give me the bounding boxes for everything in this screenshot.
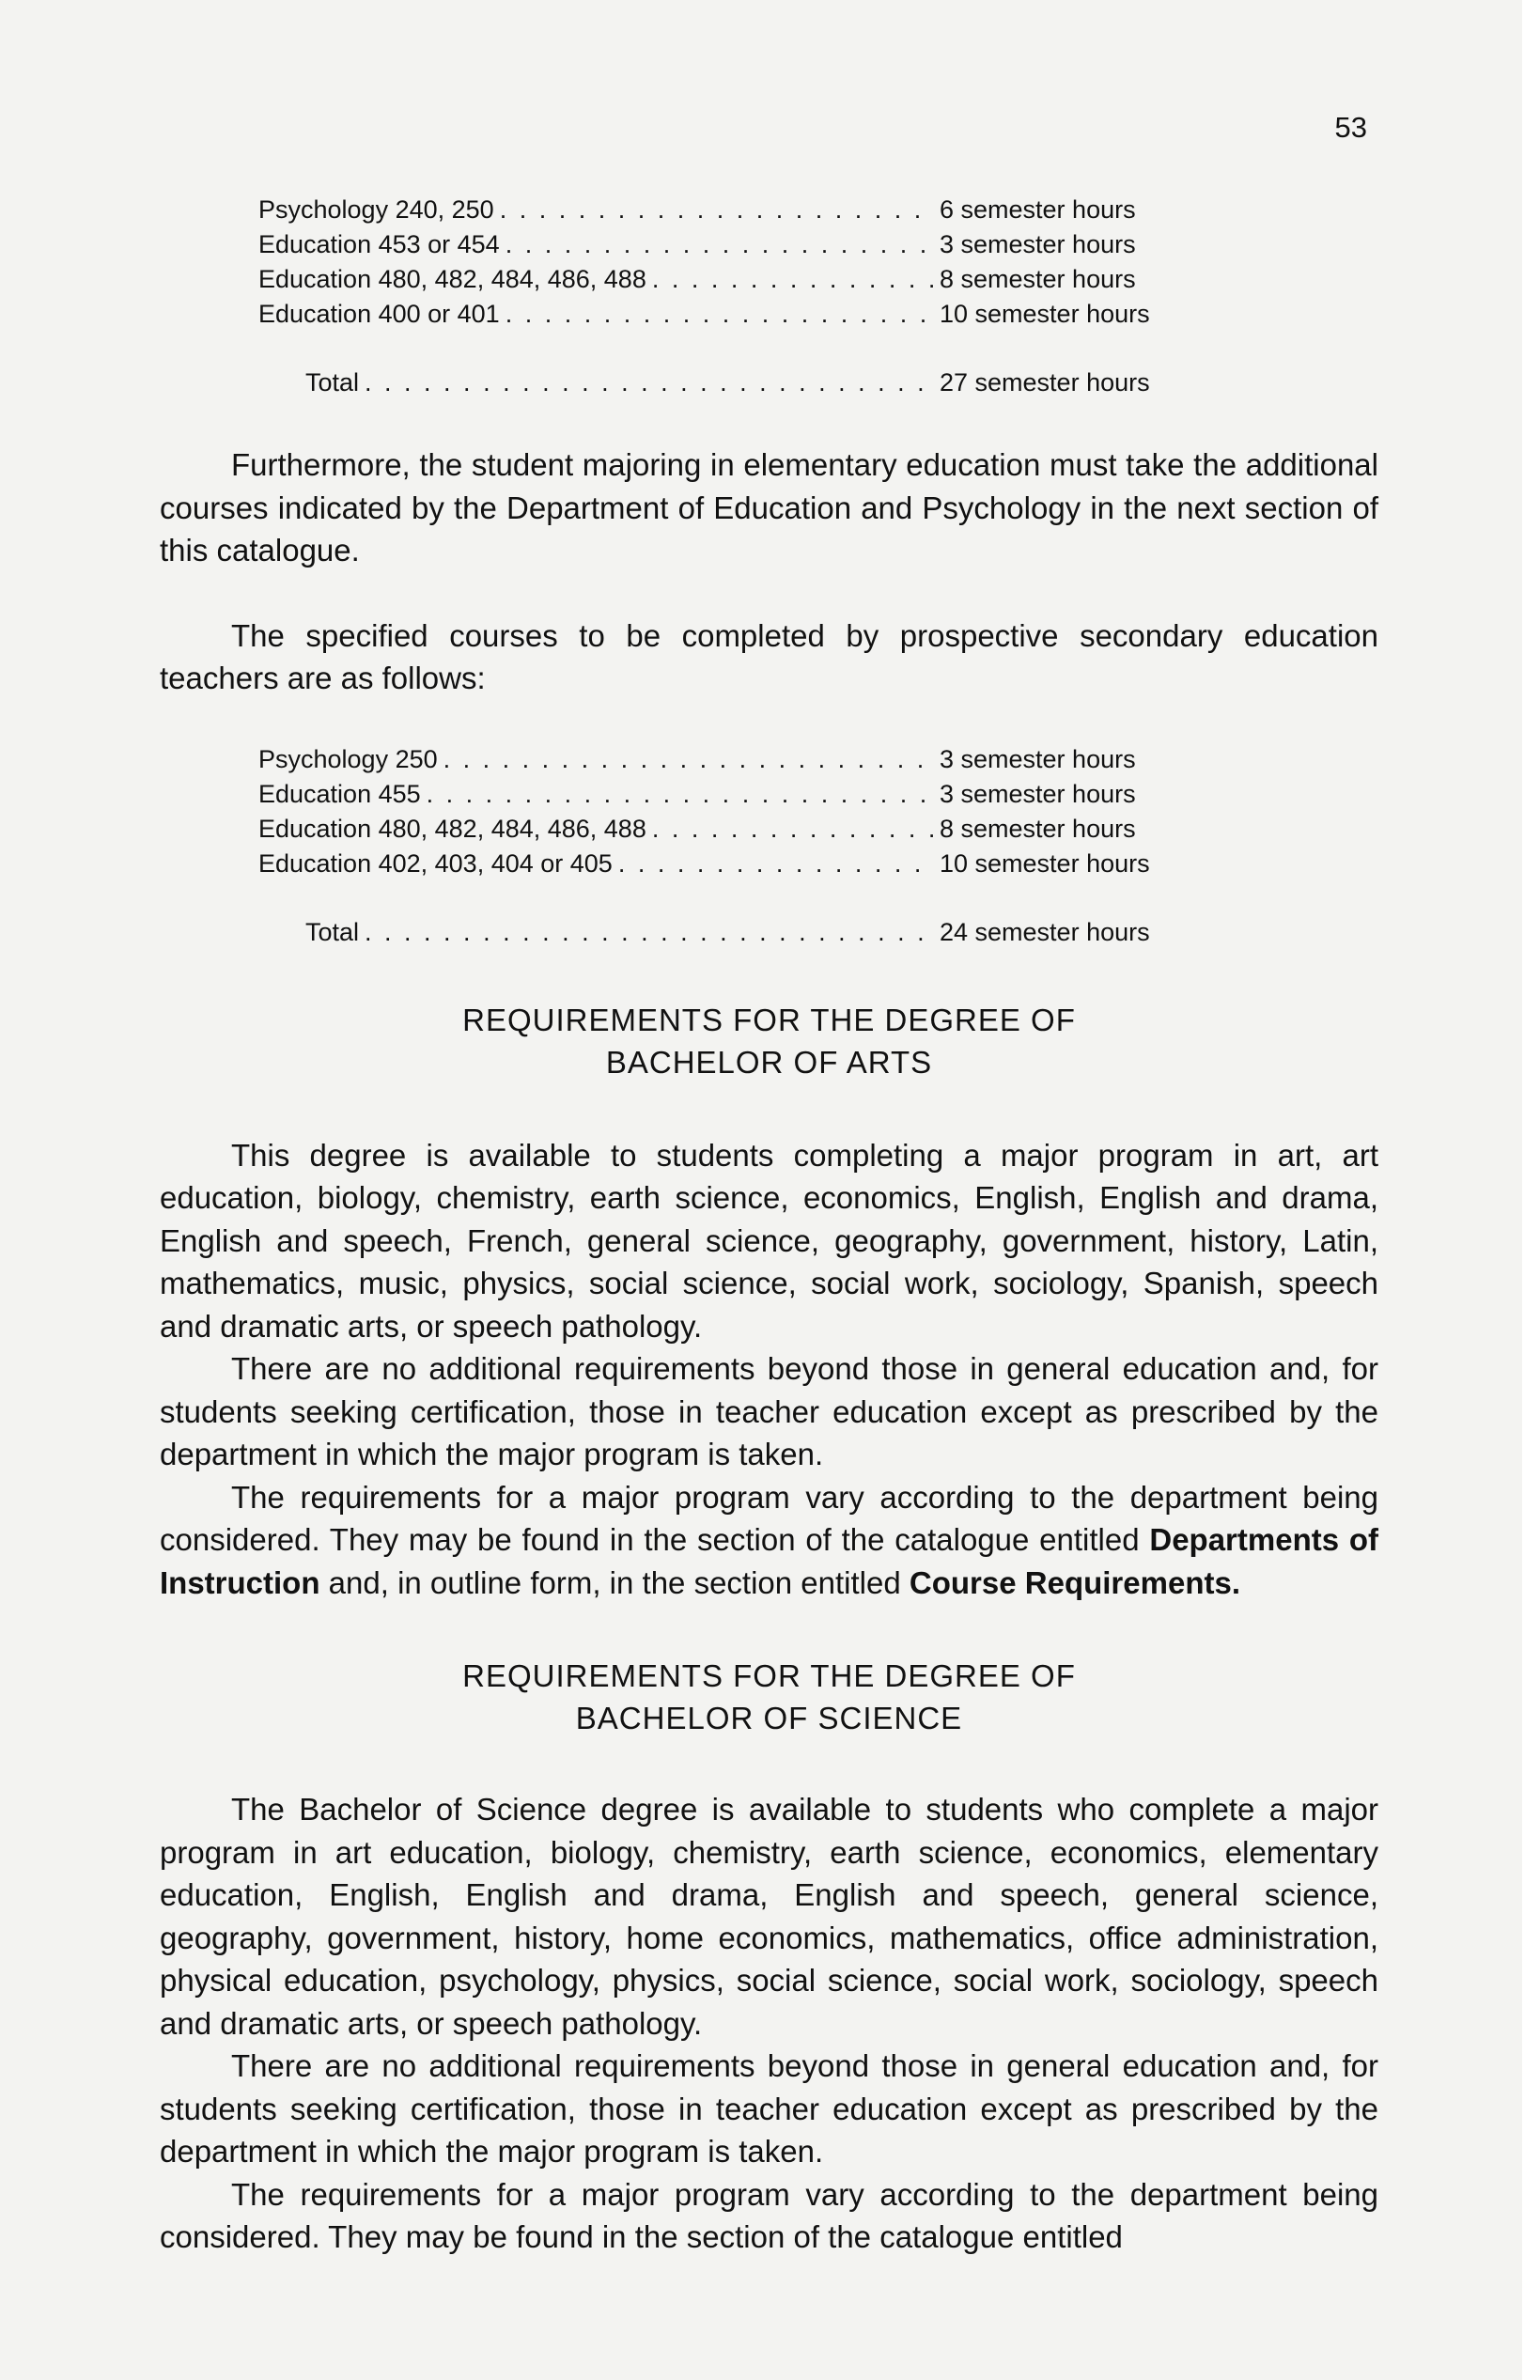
ba-heading-line-2: BACHELOR OF ARTS [605,1044,933,1080]
semester-hours: 3 semester hours [940,779,1136,808]
ba-paragraph-3-text-a: The requirements for a major program vary according to the department being considered. They may be found in the section of the catalogue entitled [160,1479,1378,1557]
dot-leader [652,812,934,847]
dot-leader [365,915,934,950]
semester-hours: 3 semester hours [940,744,1136,773]
dot-leader [506,297,934,332]
bs-heading-line-2: BACHELOR OF SCIENCE [575,1701,963,1735]
semester-hours: 8 semester hours [940,265,1136,293]
dot-leader [427,777,934,812]
total-label: Total [305,917,360,946]
dot-leader [506,227,934,262]
dot-leader [443,742,934,777]
course-hours-table-secondary [258,742,1198,950]
ba-paragraph-3 [160,1476,1378,1605]
page-content [160,193,1378,2259]
semester-hours: 6 semester hours [940,195,1136,224]
ba-section-heading [160,999,1378,1083]
ba-paragraph-2: There are no additional requirements beyond those in general education and, for students seeking certification, those in teacher education except as prescribed by the department in which the major program is taken. [160,1351,1378,1471]
total-hours: 27 semester hours [940,368,1150,397]
dot-leader [618,847,934,881]
course-name: Education 480, 482, 484, 486, 488 [258,814,646,843]
course-name: Education 400 or 401 [258,300,500,328]
table-row [258,262,1198,297]
semester-hours: 10 semester hours [940,848,1150,878]
table-row [258,847,1198,881]
table-total-row [305,915,1198,950]
course-requirements-ref: Course Requirements. [909,1564,1240,1600]
table-total-row [305,366,1198,400]
dot-leader [365,366,934,400]
table-row [258,812,1198,847]
course-name: Psychology 250 [258,744,438,773]
bs-paragraph-3: The requirements for a major program vary according to the department being considered. They may be found in the section of the catalogue entitled [160,2176,1378,2254]
dot-leader [500,193,934,227]
course-name: Education 402, 403, 404 or 405 [258,848,613,878]
ba-paragraph-1: This degree is available to students completing a major program in art, art education, biology, chemistry, earth science, economics, English, English and drama, English and speech, French, general science, geography, government, history, Latin, mathematics, music, physics, social science, social work, sociology, Spanish, speech and dramatic arts, or speech pathology. [160,1137,1378,1344]
table-row [258,193,1198,227]
table-row [258,742,1198,777]
bs-paragraph-2: There are no additional requirements beyond those in general education and, for students seeking certification, those in teacher education except as prescribed by the department in which the major program is taken. [160,2048,1378,2169]
page-number: 53 [1334,111,1367,144]
departments-of-instruction-ref: Departments of Instruction [160,1522,1379,1600]
semester-hours: 8 semester hours [940,814,1136,843]
total-label: Total [305,368,360,397]
table-row [258,227,1198,262]
bs-paragraph-1: The Bachelor of Science degree is available to students who complete a major program in art education, biology, chemistry, earth science, economics, elementary education, English, English and drama, English and speech, general science, geography, government, history, home economics, mathematics, office administration, physical education, psychology, physics, social science, social work, sociology, speech and dramatic arts, or speech pathology. [160,1792,1378,2041]
semester-hours: 3 semester hours [940,230,1136,258]
table-row [258,777,1198,812]
total-hours: 24 semester hours [940,917,1150,946]
secondary-paragraph: The specified courses to be completed by prospective secondary education teachers are as follows: [160,617,1378,695]
course-hours-table-elementary [258,193,1198,400]
bs-section-heading [160,1655,1378,1739]
bs-heading-line-1: REQUIREMENTS FOR THE DEGREE OF [462,1658,1076,1693]
course-name: Education 453 or 454 [258,230,500,258]
course-name: Psychology 240, 250 [258,195,494,224]
semester-hours: 10 semester hours [940,300,1150,328]
elementary-paragraph: Furthermore, the student majoring in elementary education must take the additional courses indicated by the Department of Education and Psychology in the next section of this catalogue. [160,447,1378,568]
course-name: Education 455 [258,779,421,808]
dot-leader [652,262,934,297]
ba-heading-line-1: REQUIREMENTS FOR THE DEGREE OF [462,1002,1076,1037]
table-row [258,297,1198,332]
ba-paragraph-3-text-b: and, in outline form, in the section entitled [328,1564,901,1600]
course-name: Education 480, 482, 484, 486, 488 [258,265,646,293]
